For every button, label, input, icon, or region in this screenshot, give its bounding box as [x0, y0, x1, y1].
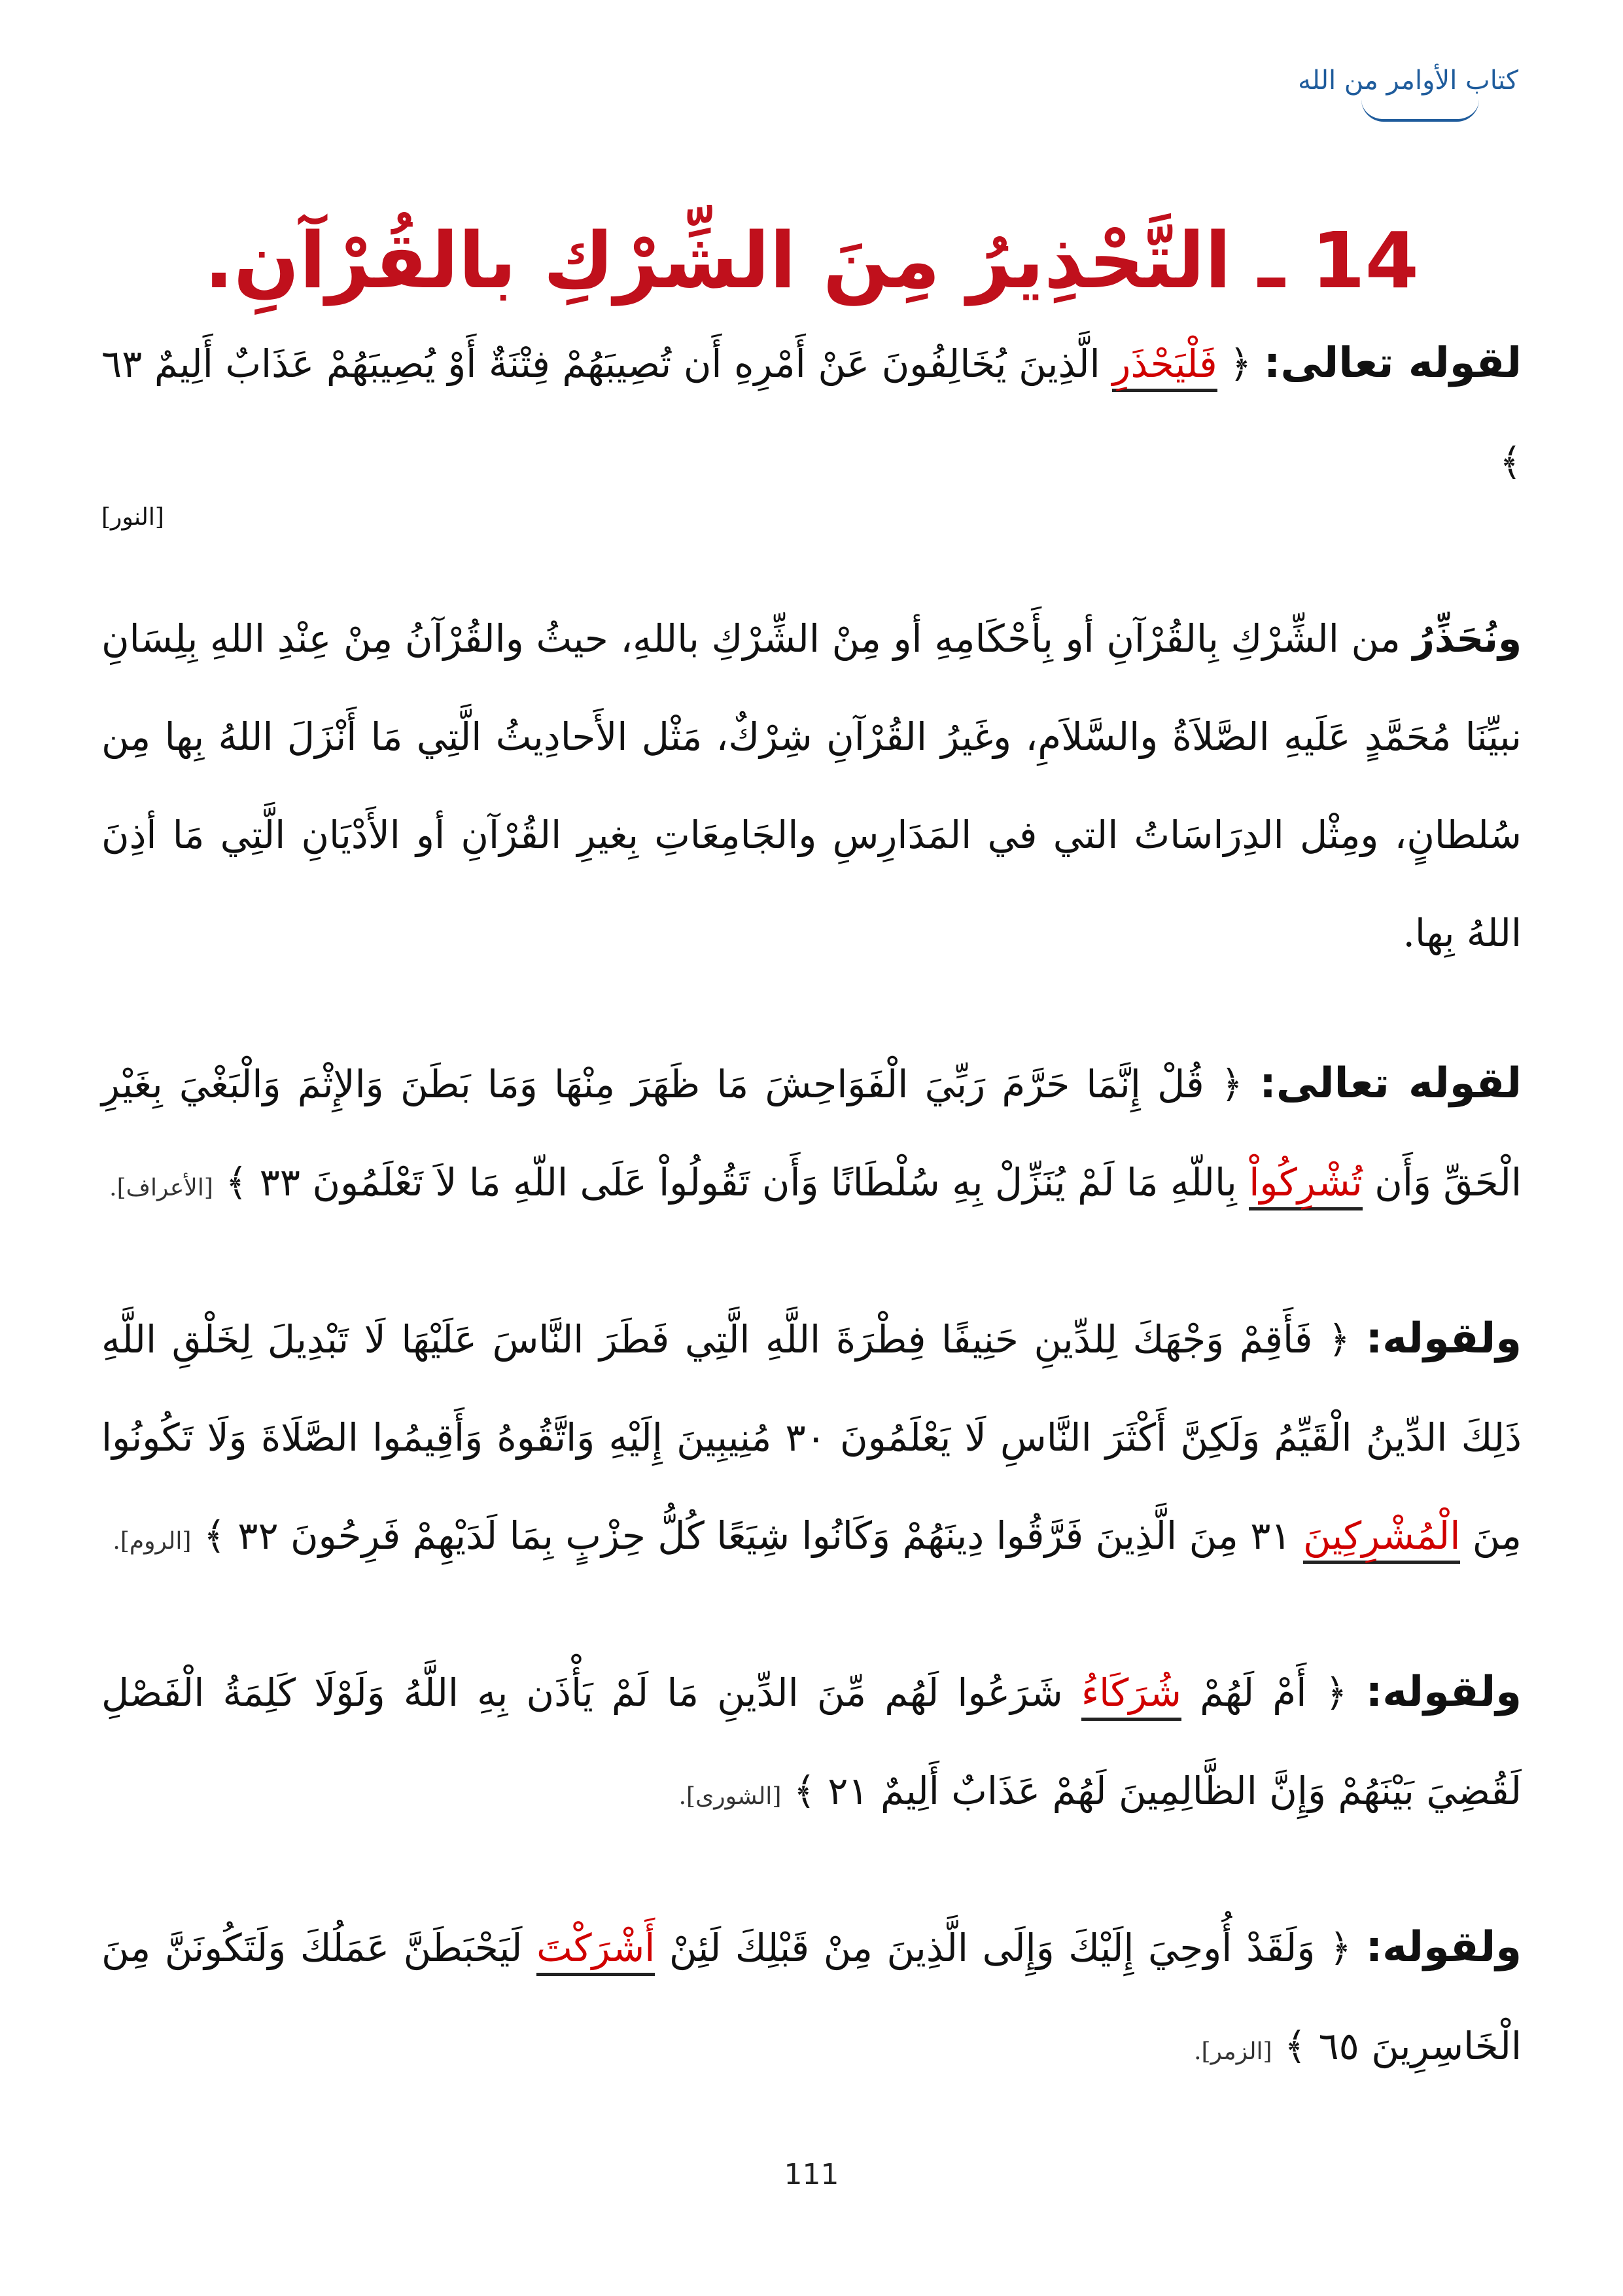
verse-text-after: ٣١ مِنَ الَّذِينَ فَرَّقُوا دِينَهُمْ وَكَانُوا شِيَعًا كُلُّ حِزْبٍ بِمَا لَدَيْهِمْ فَرِحُونَ ٣٢ ﴾ [203, 1513, 1291, 1558]
verse-source: [الشورى]. [678, 1783, 782, 1810]
verse-lead: ولقوله: [1365, 1315, 1522, 1363]
verse-block-2 [101, 1034, 1522, 1237]
book-title: كتاب الأوامر من الله [1298, 65, 1518, 96]
verse-source: [الزمر]. [1194, 2038, 1272, 2065]
verse-source: [الروم]. [113, 1528, 192, 1555]
verse-text-before: ﴿ وَلَقَدْ أُوحِيَ إِلَيْكَ وَإِلَى الَّذِينَ مِنْ قَبْلِكَ لَئِنْ [669, 1926, 1352, 1970]
verse-text-before: ﴿ فَأَقِمْ وَجْهَكَ لِلدِّينِ حَنِيفًا فِطْرَةَ اللَّهِ الَّتِي فَطَرَ النَّاسَ عَلَيْهَا لَا تَبْدِيلَ لِخَلْقِ اللَّهِ ذَلِكَ الدِّينُ الْقَيِّمُ وَلَكِنَّ أَكْثَرَ النَّاسِ لَا يَعْلَمُونَ ٣٠ مُنِيبِينَ إِلَيْهِ وَاتَّقُوهُ وَأَقِيمُوا الصَّلَاةَ وَلَا تَكُونُوا مِنَ [101, 1317, 1522, 1558]
verse-source: [الأعراف]. [109, 1174, 213, 1201]
verse-highlight: شُرَكَاءُ [1081, 1670, 1181, 1721]
commentary-lead: ونُحَذِّرُ [1412, 616, 1522, 661]
verse-block-4 [101, 1643, 1522, 1846]
verse-block-5 [101, 1898, 1522, 2101]
commentary-paragraph [101, 590, 1522, 982]
verse-lead: ولقوله: [1365, 1923, 1522, 1971]
chapter-title: 14 ـ التَّحْذِيرُ مِنَ الشِّرْكِ بالقُرْآنِ. [204, 215, 1419, 306]
verse-block-3 [101, 1290, 1522, 1591]
verse-text-before: ﴿ أَمْ لَهُمْ [1200, 1670, 1348, 1715]
page-number: 111 [784, 2158, 839, 2191]
verse-highlight: تُشْرِكُواْ [1249, 1160, 1363, 1210]
verse-lead: ولقوله: [1365, 1668, 1522, 1716]
header-swoosh-decoration [1361, 99, 1479, 122]
verse-lead: لقوله تعالى: [1263, 339, 1522, 387]
verse-highlight: الْمُشْرِكِينَ [1303, 1513, 1460, 1564]
verse-text-after: بِاللّهِ مَا لَمْ يُنَزِّلْ بِهِ سُلْطَانًا وَأَن تَقُولُواْ عَلَى اللّهِ مَا لاَ تَعْلَمُونَ ٣٣ ﴾ [225, 1160, 1237, 1205]
page-body [101, 314, 1522, 2153]
verse-block-1 [101, 314, 1522, 537]
commentary-text: من الشِّرْكِ بِالقُرْآنِ أو بِأَحْكَامِهِ أو مِنْ الشِّرْكِ باللهِ، حيثُ والقُرْآنُ مِنْ عِنْدِ اللهِ بِلِسَانِ نبيِّنَا مُحَمَّدٍ عَلَيهِ الصَّلاَةُ والسَّلاَمِ، وغَيرُ القُرْآنِ شِرْكٌ، مَثْل الأَحادِيثُ الَّتِي مَا أَنْزَلَ اللهُ بِها مِن سُلطانٍ، ومِثْل الدِرَاسَاتُ التي في المَدَارِسِ والجَامِعَاتِ بِغيرِ القُرْآنِ أو الأَدْيَانِ الَّتِي مَا أذِنَ اللهُ بِها. [101, 616, 1522, 955]
verse-highlight: أَشْرَكْتَ [536, 1926, 655, 1976]
verse-text-after: شَرَعُوا لَهُم مِّنَ الدِّينِ مَا لَمْ يَأْذَن بِهِ اللَّهُ وَلَوْلَا كَلِمَةُ الْفَصْلِ لَقُضِيَ بَيْنَهُمْ وَإِنَّ الظَّالِمِينَ لَهُمْ عَذَابٌ أَلِيمٌ ٢١ ﴾ [101, 1670, 1522, 1813]
verse-text-after: لَيَحْبَطَنَّ عَمَلُكَ وَلَتَكُونَنَّ مِنَ الْخَاسِرِينَ ٦٥ ﴾ [101, 1926, 1522, 2068]
verse-highlight: فَلْيَحْذَرِ [1112, 342, 1217, 392]
verse-source: [النور] [101, 504, 164, 531]
running-header [1257, 65, 1518, 122]
verse-text-before: ﴿ قُلْ إِنَّمَا حَرَّمَ رَبِّيَ الْفَوَاحِشَ مَا ظَهَرَ مِنْهَا وَمَا بَطَنَ وَالإِثْمَ وَالْبَغْيَ بِغَيْرِ الْحَقِّ وَأَن [101, 1062, 1522, 1205]
verse-lead: لقوله تعالى: [1259, 1059, 1522, 1108]
verse-text-after: الَّذِينَ يُخَالِفُونَ عَنْ أَمْرِهِ أَن تُصِيبَهُمْ فِتْنَةٌ أَوْ يُصِيبَهُمْ عَذَابٌ أَلِيمٌ ٦٣ ﴾ [101, 342, 1522, 484]
verse-text-before: ﴿ [1229, 342, 1252, 386]
